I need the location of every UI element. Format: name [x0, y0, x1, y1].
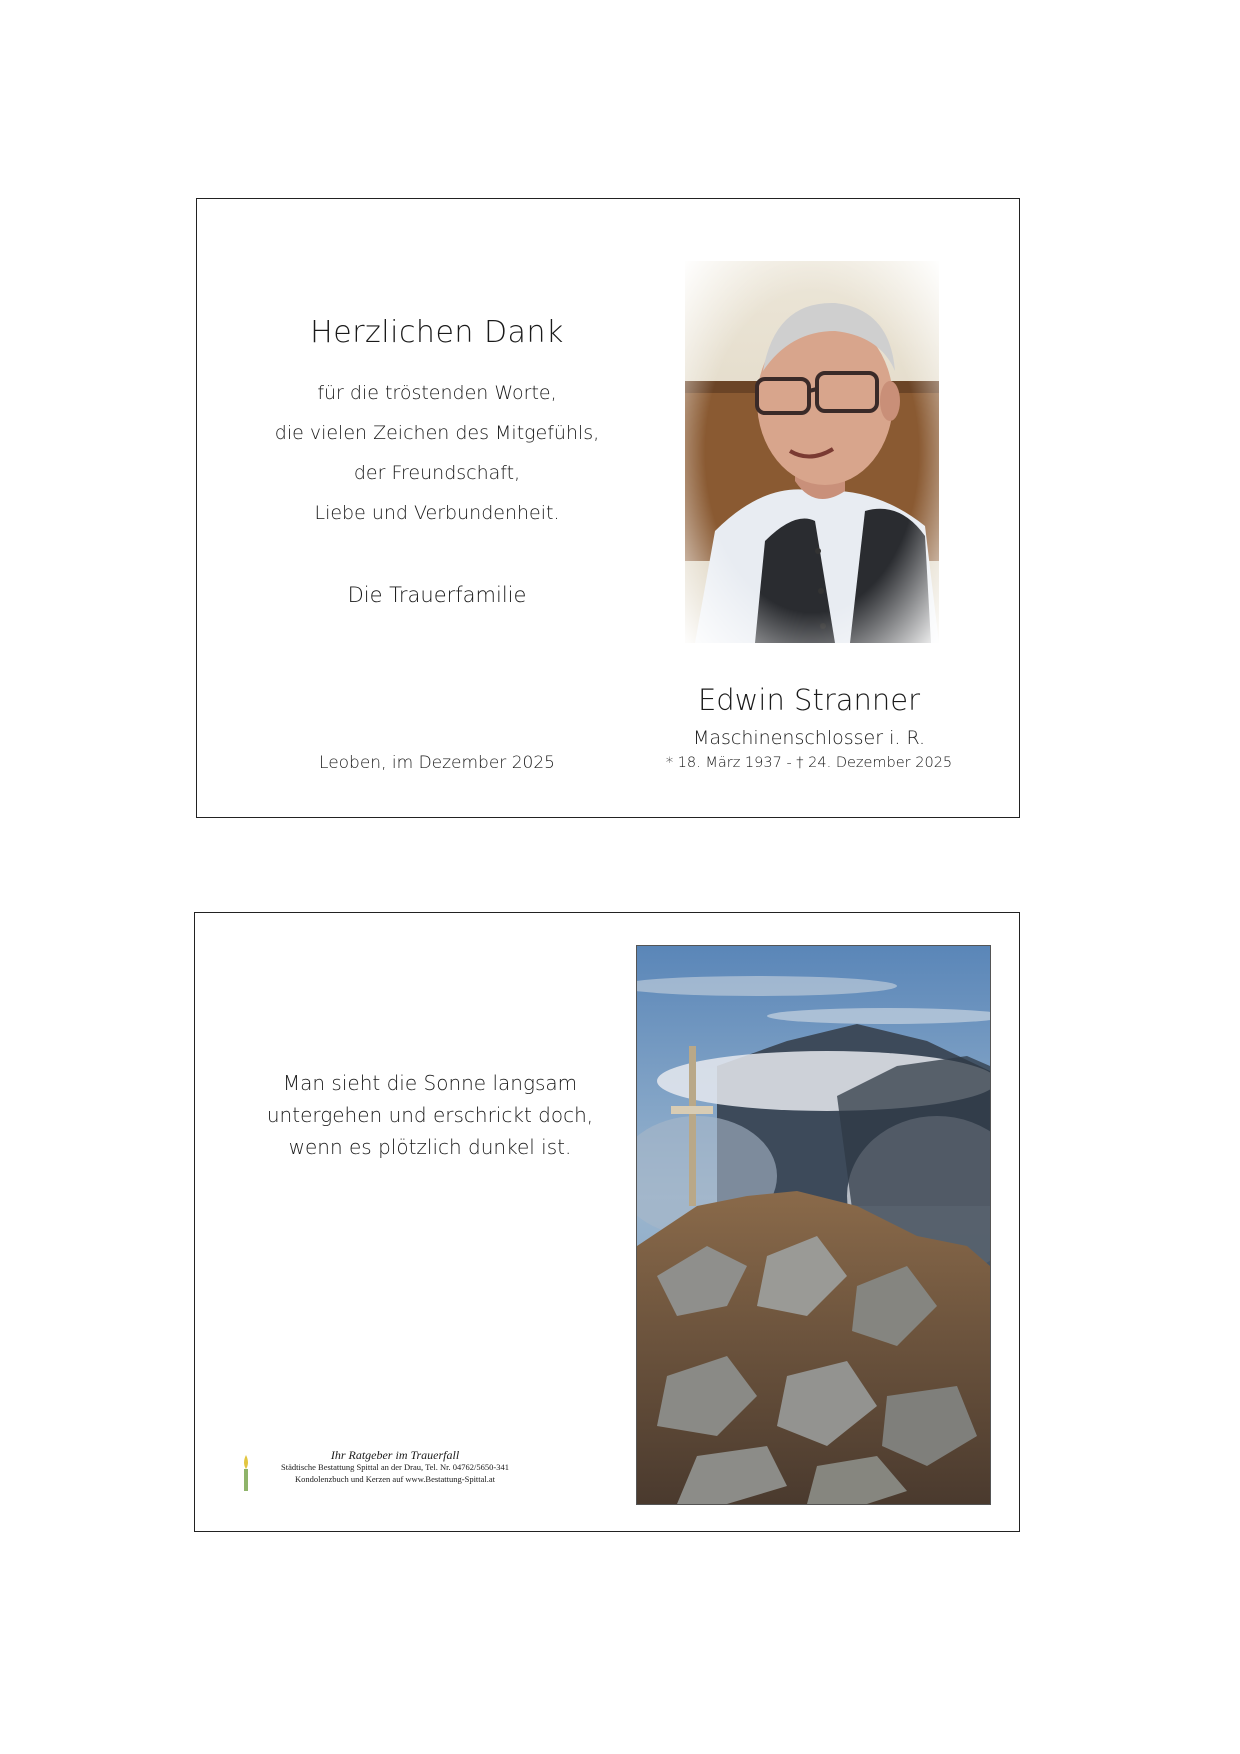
message-line: Liebe und Verbundenheit. — [314, 502, 560, 524]
occupation: Maschinenschlosser i. R. — [692, 727, 926, 749]
mountain-cross-photo — [636, 945, 991, 1505]
quote-card — [194, 912, 1020, 1532]
quote — [205, 1067, 655, 1163]
candle-logo-icon — [239, 1453, 253, 1493]
advert-website: Kondolenzbuch und Kerzen auf www.Bestattung-Spittal.at — [294, 1474, 496, 1484]
place-date: Leoben, im Dezember 2025 — [319, 753, 555, 773]
funeral-home-advert — [255, 1449, 535, 1485]
life-dates: * 18. März 1937 - † 24. Dezember 2025 — [665, 755, 953, 771]
thank-you-card — [196, 198, 1020, 818]
advert-title: Ihr Ratgeber im Trauerfall — [330, 1448, 460, 1462]
family-signature: Die Trauerfamilie — [347, 583, 527, 607]
thank-you-message — [217, 373, 657, 533]
message-line: für die tröstenden Worte, — [317, 382, 557, 404]
deceased-name: Edwin Stranner — [697, 683, 921, 717]
advert-contact: Städtische Bestattung Spittal an der Drau, Tel. Nr. 04762/5650-341 — [280, 1462, 509, 1472]
quote-line: untergehen und erschrickt doch, — [266, 1103, 594, 1127]
card-title: Herzlichen Dank — [310, 315, 564, 350]
quote-line: Man sieht die Sonne langsam — [282, 1071, 578, 1095]
message-line: der Freundschaft, — [353, 462, 521, 484]
quote-line: wenn es plötzlich dunkel ist. — [288, 1135, 572, 1159]
portrait-photo — [685, 261, 939, 643]
message-line: die vielen Zeichen des Mitgefühls, — [274, 422, 600, 444]
